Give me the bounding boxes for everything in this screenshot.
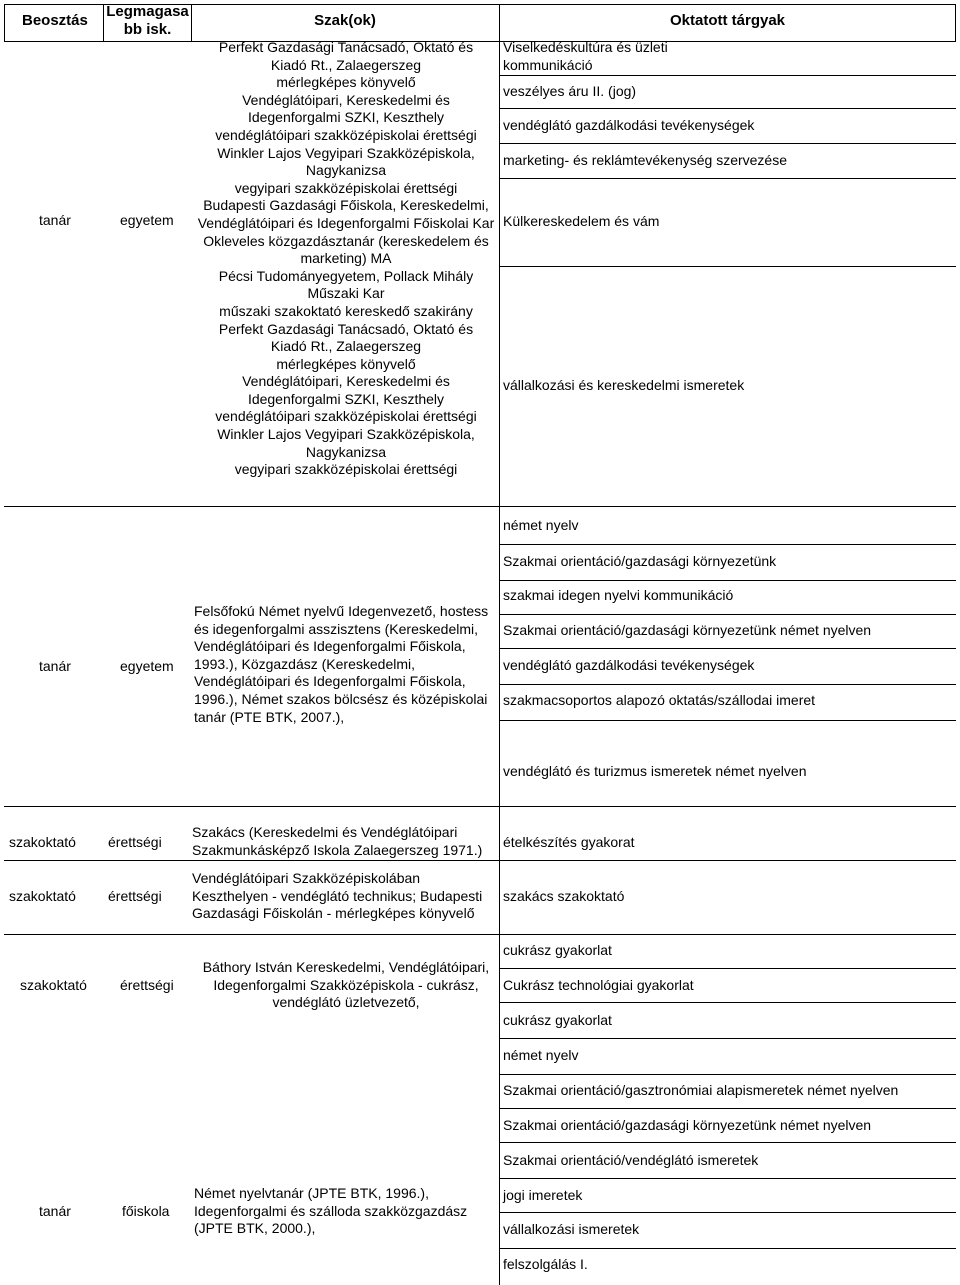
degree-line: Vendéglátóipari és Idegenforgalmi Főiskola, <box>194 638 466 655</box>
degree-line: Idegenforgalmi SZKI, Keszthely <box>247 109 445 126</box>
row1-subject: marketing- és reklámtevékenység szervezése <box>503 152 788 168</box>
degree-line: Kiadó Rt., Zalaegerszeg <box>270 338 422 355</box>
degree-line: Vendéglátóipari, Kereskedelmi és <box>242 91 450 108</box>
degree-line: tanár (PTE BTK, 2007.), <box>194 708 345 725</box>
degree-line: Vendéglátóipari, Kereskedelmi és <box>242 373 450 390</box>
row2-degrees <box>194 603 488 726</box>
degree-line: Winkler Lajos Vegyipari Szakközépiskola, <box>217 144 475 161</box>
row4-education: érettségi <box>108 888 162 904</box>
degree-line: Pécsi Tudományegyetem, Pollack Mihály <box>218 267 474 284</box>
degree-line: vendéglátóipari szakközépiskolai érettségi <box>215 408 477 425</box>
degree-line: Gazdasági Főiskolán - mérlegképes könyvelő <box>192 905 475 922</box>
degree-line: Német nyelvtanár (JPTE BTK, 1996.), <box>194 1185 429 1201</box>
row6-subject: Szakmai orientáció/vendéglátó ismeretek <box>503 1152 759 1168</box>
header-subjects: Oktatott tárgyak <box>669 12 786 29</box>
row6-position: tanár <box>39 1203 71 1219</box>
row3-education: érettségi <box>108 834 162 850</box>
degree-line: Vendéglátóipari és Idegenforgalmi Főiskolai Kar <box>197 214 495 231</box>
degree-line: Idegenforgalmi és szálloda szakközgazdász <box>194 1202 468 1219</box>
degree-line: Idegenforgalmi Szakközépiskola - cukrász, <box>213 976 479 993</box>
degree-line: 1993.), Közgazdász (Kereskedelmi, <box>194 655 415 672</box>
degree-line: Szakmunkásképző Iskola Zalaegerszeg 1971.) <box>192 841 483 858</box>
row3-degrees <box>192 824 482 859</box>
degree-line: Perfekt Gazdasági Tanácsadó, Oktató és <box>218 320 474 337</box>
degree-line: mérlegképes könyvelő <box>276 355 416 372</box>
row2-subject: vendéglátó és turizmus ismeretek német nyelven <box>503 763 807 779</box>
degree-line: Okleveles közgazdásztanár (kereskedelem és <box>203 232 489 249</box>
row3-position: szakoktató <box>9 834 76 850</box>
degree-line: vegyipari szakközépiskolai érettségi <box>234 179 458 196</box>
degree-line: Vendéglátóipari és Idegenforgalmi Főiskola, <box>194 673 466 690</box>
row2-subject: Szakmai orientáció/gazdasági környezetünk német nyelven <box>503 622 872 638</box>
degree-line: marketing) MA <box>300 250 392 267</box>
degree-line: Műszaki Kar <box>307 285 385 302</box>
row2-subject: Szakmai orientáció/gazdasági környezetünk <box>503 553 777 569</box>
degree-line: vendéglátó üzletvezető, <box>272 994 420 1011</box>
row1-subject: vállalkozási és kereskedelmi ismeretek <box>503 377 745 393</box>
degree-line: vegyipari szakközépiskolai érettségi <box>234 461 458 478</box>
row5-subject: Cukrász technológiai gyakorlat <box>503 977 694 993</box>
degree-line: Budapesti Gazdasági Főiskola, Kereskedelmi, <box>203 197 489 214</box>
degree-line: Felsőfokú Német nyelvű Idegenvezető, hostess <box>194 603 489 619</box>
degree-line: (JPTE BTK, 2000.), <box>194 1220 316 1237</box>
row3-subject: ételkészítés gyakorat <box>503 834 635 850</box>
row2-subject: vendéglátó gazdálkodási tevékenységek <box>503 657 755 673</box>
degree-line: Szakács (Kereskedelmi és Vendéglátóipari <box>192 824 458 840</box>
degree-line: műszaki szakoktató kereskedő szakirány <box>219 302 473 319</box>
row5-position: szakoktató <box>20 977 87 993</box>
row1-subject: kommunikáció <box>503 57 593 73</box>
row1-subject: Viselkedéskultúra és üzleti <box>503 39 668 55</box>
row6-education: főiskola <box>122 1203 170 1219</box>
row2-education: egyetem <box>120 658 174 674</box>
row5-subject: cukrász gyakorlat <box>503 942 612 958</box>
row1-position: tanár <box>39 212 71 228</box>
degree-line: Nagykanizsa <box>305 443 387 460</box>
degree-line: Kiadó Rt., Zalaegerszeg <box>270 56 422 73</box>
row6-subject: jogi imeretek <box>503 1187 583 1203</box>
row6-subject: német nyelv <box>503 1047 579 1063</box>
header-education-line2: bb isk. <box>123 21 172 38</box>
row2-subject: német nyelv <box>503 517 579 533</box>
row5-subject: cukrász gyakorlat <box>503 1012 612 1028</box>
degree-line: vendéglátóipari szakközépiskolai érettségi <box>215 126 477 143</box>
header-position: Beosztás <box>22 12 88 29</box>
row1-subject: vendéglátó gazdálkodási tevékenységek <box>503 117 755 133</box>
row4-subject: szakács szakoktató <box>503 888 625 904</box>
degree-line: Báthory István Kereskedelmi, Vendéglátóipari, <box>202 959 490 975</box>
row4-degrees <box>192 870 482 923</box>
degree-line: Vendéglátóipari Szakközépiskolában <box>192 870 421 886</box>
row6-subject: Szakmai orientáció/gasztronómiai alapismeretek német nyelven <box>503 1082 899 1098</box>
degree-line: Idegenforgalmi SZKI, Keszthely <box>247 390 445 407</box>
row5-degrees <box>192 959 500 1012</box>
row1-degrees <box>192 39 500 479</box>
header-degrees: Szak(ok) <box>314 12 376 29</box>
row2-subject: szakmai idegen nyelvi kommunikáció <box>503 587 734 603</box>
degree-line: Nagykanizsa <box>305 162 387 179</box>
row6-subject: Szakmai orientáció/gazdasági környezetünk német nyelven <box>503 1117 872 1133</box>
row2-subject: szakmacsoportos alapozó oktatás/szállodai imeret <box>503 692 816 708</box>
row6-subject: felszolgálás I. <box>503 1256 588 1272</box>
degree-line: Winkler Lajos Vegyipari Szakközépiskola, <box>217 426 475 443</box>
row6-subject: vállalkozási ismeretek <box>503 1221 640 1237</box>
row5-education: érettségi <box>120 977 174 993</box>
row1-subject: Külkereskedelem és vám <box>503 213 660 229</box>
row1-education: egyetem <box>120 212 174 228</box>
degree-line: 1996.), Német szakos bölcsész és középiskolai <box>194 690 488 707</box>
header-education-line1: Legmagasa <box>106 3 189 20</box>
row6-degrees <box>194 1185 467 1238</box>
degree-line: Perfekt Gazdasági Tanácsadó, Oktató és <box>218 39 474 55</box>
row4-position: szakoktató <box>9 888 76 904</box>
row2-position: tanár <box>39 658 71 674</box>
row1-subject: veszélyes áru II. (jog) <box>503 83 637 99</box>
degree-line: mérlegképes könyvelő <box>276 74 416 91</box>
degree-line: és idegenforgalmi asszisztens (Kereskedelmi, <box>194 620 479 637</box>
degree-line: Keszthelyen - vendéglátó technikus; Budapesti <box>192 887 483 904</box>
